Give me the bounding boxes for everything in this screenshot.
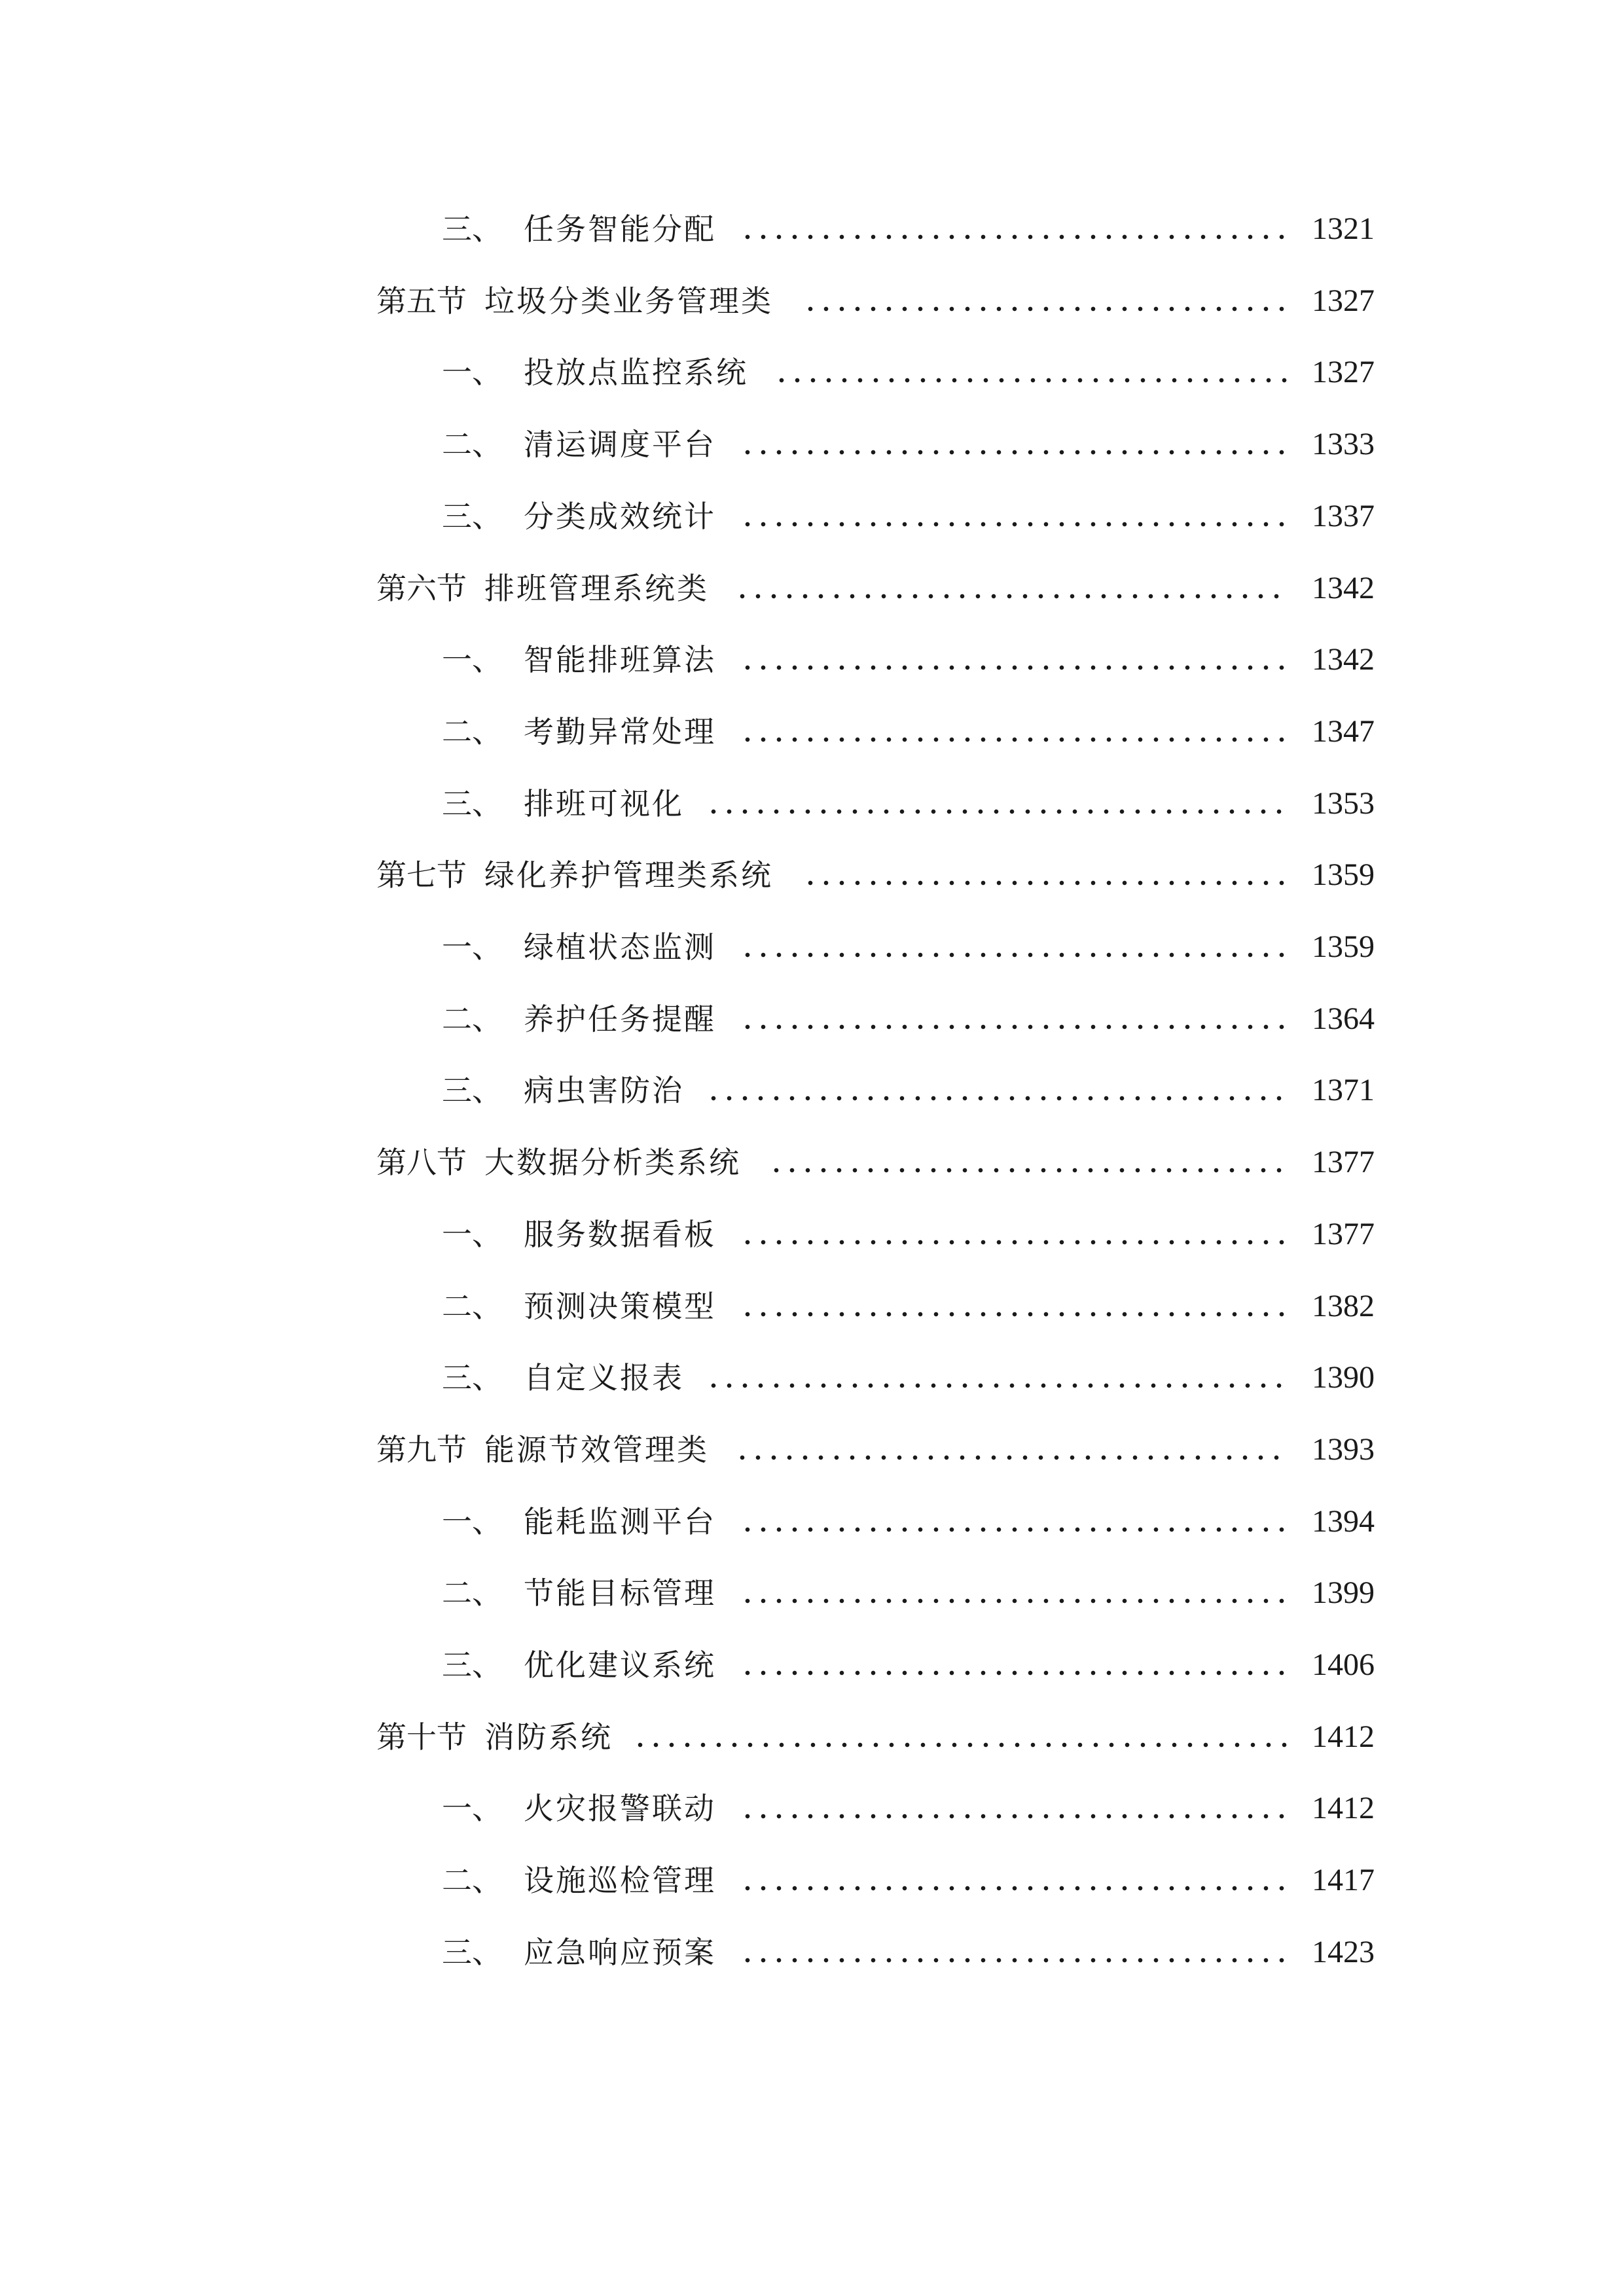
toc-entry-number: 第八节 — [376, 1145, 467, 1181]
toc-subsection-entry[interactable] — [0, 193, 1624, 265]
toc-page-number: 1342 — [1312, 642, 1375, 677]
toc-section-entry[interactable] — [0, 265, 1624, 337]
toc-page-number: 1353 — [1312, 785, 1375, 821]
toc-entry-number: 二、 — [442, 1575, 502, 1611]
toc-page-number: 1342 — [1312, 570, 1375, 605]
toc-entry-number: 二、 — [442, 1001, 502, 1037]
toc-entry-title: 消防系统 — [484, 1719, 613, 1755]
toc-page-number: 1377 — [1312, 1216, 1375, 1251]
toc-entry-number: 第六节 — [376, 570, 467, 606]
toc-page-number: 1390 — [1312, 1360, 1375, 1395]
toc-entry-number: 一、 — [442, 1503, 502, 1539]
toc-dot-leader — [632, 1742, 1290, 1748]
toc-subsection-entry[interactable] — [0, 1844, 1624, 1916]
toc-section-entry[interactable] — [0, 1414, 1624, 1486]
toc-subsection-entry[interactable] — [0, 1629, 1624, 1701]
toc-dot-leader — [706, 808, 1290, 815]
toc-page-number: 1327 — [1312, 355, 1375, 390]
toc-dot-leader — [803, 880, 1290, 886]
toc-dot-leader — [803, 306, 1290, 312]
toc-page-number: 1347 — [1312, 713, 1375, 749]
toc-page-number: 1382 — [1312, 1288, 1375, 1323]
toc-entry-number: 三、 — [442, 1073, 502, 1109]
toc-page-number: 1393 — [1312, 1431, 1375, 1467]
toc-entry-number: 三、 — [442, 1360, 502, 1396]
toc-page-number: 1423 — [1312, 1934, 1375, 1969]
toc-entry-number: 三、 — [442, 785, 502, 821]
toc-dot-leader — [740, 1813, 1290, 1820]
toc-page-number: 1321 — [1312, 211, 1375, 246]
toc-dot-leader — [740, 1311, 1290, 1318]
toc-page-number: 1359 — [1312, 857, 1375, 893]
toc-entry-number: 一、 — [442, 1216, 502, 1252]
toc-page-number: 1364 — [1312, 1001, 1375, 1036]
toc-entry-title: 智能排班算法 — [524, 642, 716, 678]
toc-subsection-entry[interactable] — [0, 768, 1624, 840]
toc-entry-title: 应急响应预案 — [524, 1934, 716, 1970]
toc-subsection-entry[interactable] — [0, 1557, 1624, 1629]
toc-subsection-entry[interactable] — [0, 624, 1624, 696]
toc-entry-number: 第七节 — [376, 857, 467, 893]
toc-subsection-entry[interactable] — [0, 696, 1624, 768]
toc-page-number: 1377 — [1312, 1145, 1375, 1180]
toc-subsection-entry[interactable] — [0, 911, 1624, 983]
toc-entry-title: 投放点监控系统 — [524, 355, 748, 391]
toc-entry-title: 病虫害防治 — [524, 1073, 684, 1109]
toc-subsection-entry[interactable] — [0, 408, 1624, 480]
toc-entry-title: 排班可视化 — [524, 785, 684, 821]
toc-page-number: 1327 — [1312, 283, 1375, 318]
toc-page-number: 1371 — [1312, 1073, 1375, 1108]
toc-entry-number: 三、 — [442, 1934, 502, 1970]
toc-dot-leader — [740, 1670, 1290, 1676]
toc-dot-leader — [740, 952, 1290, 958]
toc-dot-leader — [768, 1167, 1290, 1174]
toc-subsection-entry[interactable] — [0, 1916, 1624, 1988]
toc-entry-number: 三、 — [442, 1647, 502, 1683]
toc-subsection-entry[interactable] — [0, 336, 1624, 408]
toc-subsection-entry[interactable] — [0, 1054, 1624, 1126]
toc-entry-title: 垃圾分类业务管理类 — [484, 283, 773, 319]
toc-page-number: 1399 — [1312, 1575, 1375, 1611]
toc-dot-leader — [740, 449, 1290, 456]
toc-entry-number: 第九节 — [376, 1431, 467, 1467]
toc-page-number: 1337 — [1312, 498, 1375, 533]
toc-entry-title: 节能目标管理 — [524, 1575, 716, 1611]
toc-subsection-entry[interactable] — [0, 1772, 1624, 1844]
toc-entry-title: 绿植状态监测 — [524, 929, 716, 965]
toc-entry-title: 服务数据看板 — [524, 1216, 716, 1252]
toc-subsection-entry[interactable] — [0, 1486, 1624, 1558]
toc-entry-number: 二、 — [442, 427, 502, 463]
toc-page-number: 1359 — [1312, 929, 1375, 964]
toc-page-number: 1412 — [1312, 1719, 1375, 1754]
toc-entry-number: 第五节 — [376, 283, 467, 319]
toc-entry-number: 三、 — [442, 498, 502, 534]
toc-entry-title: 大数据分析类系统 — [484, 1145, 741, 1181]
toc-entry-title: 绿化养护管理类系统 — [484, 857, 773, 893]
toc-entry-number: 二、 — [442, 1288, 502, 1324]
toc-entry-title: 分类成效统计 — [524, 498, 716, 534]
toc-entry-title: 任务智能分配 — [524, 211, 716, 247]
toc-page-number: 1417 — [1312, 1863, 1375, 1898]
toc-dot-leader — [774, 377, 1290, 384]
toc-entry-title: 能耗监测平台 — [524, 1503, 716, 1539]
toc-entry-number: 第十节 — [376, 1719, 467, 1755]
toc-entry-number: 一、 — [442, 1791, 502, 1827]
toc-subsection-entry[interactable] — [0, 1270, 1624, 1342]
toc-dot-leader — [740, 1239, 1290, 1246]
toc-dot-leader — [740, 1024, 1290, 1030]
toc-dot-leader — [740, 521, 1290, 528]
toc-dot-leader — [740, 1885, 1290, 1892]
toc-subsection-entry[interactable] — [0, 1198, 1624, 1270]
toc-entry-number: 二、 — [442, 713, 502, 749]
toc-subsection-entry[interactable] — [0, 1342, 1624, 1414]
toc-entry-title: 养护任务提醒 — [524, 1001, 716, 1037]
toc-section-entry[interactable] — [0, 839, 1624, 911]
toc-section-entry[interactable] — [0, 552, 1624, 624]
toc-page-number: 1333 — [1312, 427, 1375, 462]
toc-subsection-entry[interactable] — [0, 480, 1624, 552]
toc-entry-number: 一、 — [442, 355, 502, 391]
toc-entry-title: 优化建议系统 — [524, 1647, 716, 1683]
toc-entry-number: 三、 — [442, 211, 502, 247]
toc-entry-title: 能源节效管理类 — [484, 1431, 709, 1467]
toc-entry-number: 二、 — [442, 1863, 502, 1899]
toc-entry-number: 一、 — [442, 929, 502, 965]
toc-dot-leader — [740, 1598, 1290, 1604]
toc-dot-leader — [740, 234, 1290, 240]
toc-entry-number: 一、 — [442, 642, 502, 678]
toc-page-number: 1394 — [1312, 1503, 1375, 1539]
toc-subsection-entry[interactable] — [0, 983, 1624, 1055]
toc-dot-leader — [706, 1382, 1290, 1389]
toc-entry-title: 预测决策模型 — [524, 1288, 716, 1324]
toc-entry-title: 考勤异常处理 — [524, 713, 716, 749]
toc-entry-title: 设施巡检管理 — [524, 1863, 716, 1899]
toc-entry-title: 自定义报表 — [524, 1360, 684, 1396]
toc-dot-leader — [734, 1454, 1290, 1461]
toc-dot-leader — [740, 664, 1290, 671]
toc-dot-leader — [740, 736, 1290, 743]
toc-dot-leader — [740, 1957, 1290, 1964]
toc-page-number: 1406 — [1312, 1647, 1375, 1682]
toc-dot-leader — [706, 1095, 1290, 1102]
toc-dot-leader — [734, 593, 1290, 600]
toc-section-entry[interactable] — [0, 1701, 1624, 1773]
toc-entry-title: 火灾报警联动 — [524, 1791, 716, 1827]
toc-section-entry[interactable] — [0, 1126, 1624, 1198]
toc-entry-title: 清运调度平台 — [524, 427, 716, 463]
toc-dot-leader — [740, 1526, 1290, 1533]
toc-page-number: 1412 — [1312, 1791, 1375, 1826]
toc-entry-title: 排班管理系统类 — [484, 570, 709, 606]
